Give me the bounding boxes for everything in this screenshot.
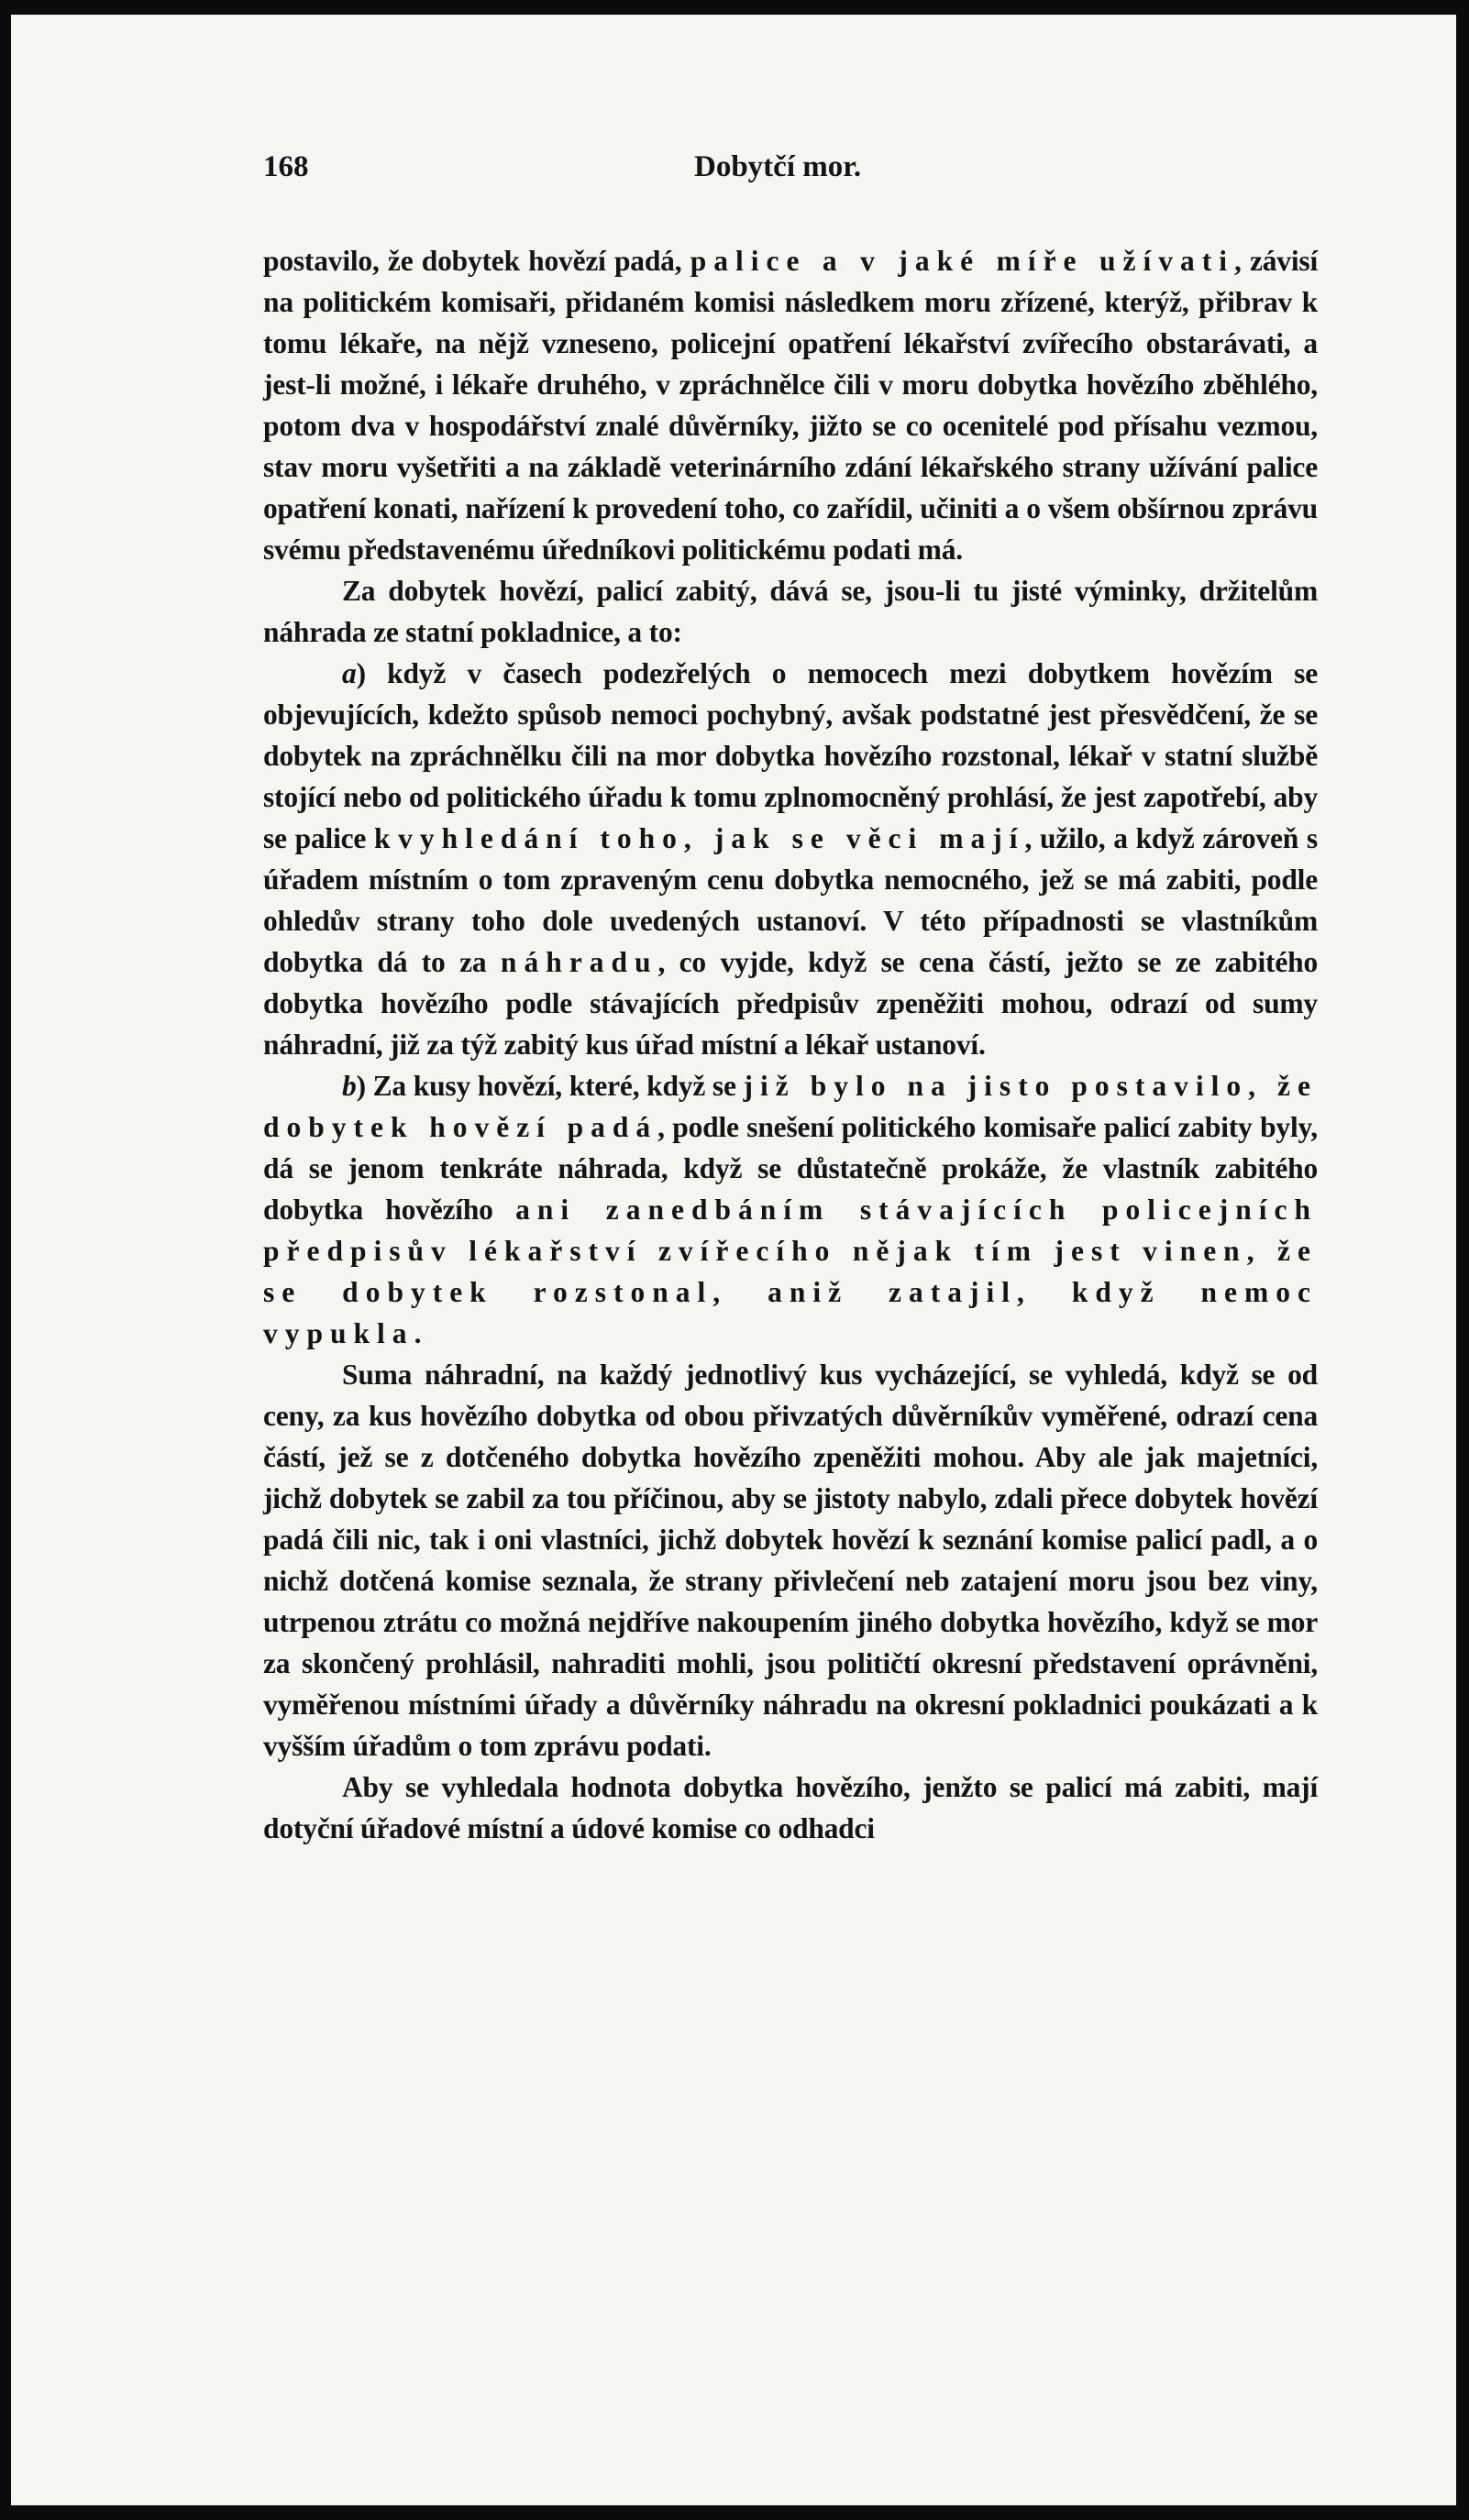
body-text <box>263 240 1318 1849</box>
text-run: Suma náhradní, na každý jednotlivý kus vycházející, se vyhledá, když se od ceny, za kus hovězího dobytka od obou přivzatých důvěrníkův vyměřené, odrazí cena částí, jež se z dotčeného dobytka hovězího zpeněžiti mohou. Aby ale jak majetníci, jichž dobytek se zabil za tou příčinou, aby se jistoty nabylo, zdali přece dobytek hovězí padá čili nic, tak i oni vlastníci, jichž dobytek hovězí k seznání komise palicí padl, a o nichž dotčená komise seznala, že strany přivlečení neb zatajení moru jsou bez viny, utrpenou ztrátu co možná nejdříve nakoupením jiného dobytka hovězího, když se mor za skončený prohlásil, nahraditi mohli, jsou političtí okresní představení oprávněni, vyměřenou místními úřady a důvěrníky náhradu na okresní pokladnici poukázati a k vyšším úřadům o tom zprávu podati. <box>263 1359 1318 1762</box>
emphasized-text: palice a v jaké míře užívati <box>690 245 1235 277</box>
paragraph <box>263 240 1318 570</box>
emphasized-text: již bylo na jisto postavilo, že dobytek hovězí padá <box>263 1070 1318 1143</box>
item-letter: b <box>342 1070 357 1102</box>
text-run: Za dobytek hovězí, palicí zabitý, dává se, jsou-li tu jisté výminky, držitelům náhrada ze statní pokladnice, a to: <box>263 575 1318 648</box>
text-run: , užilo, a když zároveň s úřadem místním o tom zpraveným cenu dobytka nemocného, jež se má zabiti, podle ohledův strany toho dole uvedených ustanoví. V této případnosti se vlastníkům dobytka dá to za <box>263 822 1318 978</box>
text-run: . <box>414 1317 422 1349</box>
page-number: 168 <box>263 150 309 183</box>
text-run: postavilo, že dobytek hovězí padá, <box>263 245 690 277</box>
emphasized-text: vyhledání toho, jak se věci mají <box>398 822 1025 854</box>
text-run: ) Za kusy hovězí, které, když se <box>356 1070 744 1102</box>
emphasized-text: náhradu <box>500 946 658 978</box>
paragraph <box>263 1766 1318 1849</box>
paragraph <box>263 570 1318 653</box>
paragraph <box>263 653 1318 1065</box>
emphasized-text: ani zanedbáním stávajících policejních předpisův lékařství zvířecího nějak tím jest vinen, že se dobytek rozstonal, aniž zatajil, když nemoc vypukla <box>263 1194 1318 1349</box>
paragraph <box>263 1065 1318 1354</box>
running-title: Dobytčí mor. <box>694 150 862 183</box>
book-page <box>263 150 1318 1849</box>
text-run: , co vyjde, když se cena částí, ježto se ze zabitého dobytka hovězího podle stávajících předpisův zpeněžiti mohou, odrazí od sumy náhradní, již za týž zabitý kus úřad místní a lékař ustanoví. <box>263 946 1318 1061</box>
text-run: Aby se vyhledala hodnota dobytka hovězího, jenžto se palicí má zabiti, mají dotyční úřadové místní a údové komise co odhadci <box>263 1771 1318 1844</box>
paragraph <box>263 1354 1318 1766</box>
text-run: ) když v časech podezřelých o nemocech mezi dobytkem hovězím se objevujících, kdežto spůsob nemoci pochybný, avšak podstatné jest přesvědčení, že se dobytek na zpráchnělku čili na mor dobytka hovězího rozstonal, lékař v statní službě stojící nebo od politického úřadu k tomu zplnomocněný prohlásí, že jest zapotřebí, aby se palice k <box>263 657 1318 854</box>
item-letter: a <box>342 657 357 689</box>
text-run: , závisí na politickém komisaři, přidaném komisi následkem moru zřízené, kterýž, přibrav k tomu lékaře, na nějž vzneseno, policejní opatření lékařství zvířecího obstarávati, a jest-li možné, i lékaře druhého, v zpráchnělce čili v moru dobytka hovězího zběhlého, potom dva v hospodářství znalé důvěrníky, jižto se co ocenitelé pod přísahu vezmou, stav moru vyšetřiti a na základě veterinárního zdání lékařského strany užívání palice opatření konati, nařízení k provedení toho, co zařídil, učiniti a o všem obšírnou zprávu svému představenému úředníkovi politickému podati má. <box>263 245 1319 566</box>
running-header <box>263 150 1318 205</box>
text-run: , podle snešení politického komisaře palicí zabity byly, dá se jenom tenkráte náhrada, když se důstatečně prokáže, že vlastník zabitého dobytka hovězího <box>263 1111 1318 1226</box>
